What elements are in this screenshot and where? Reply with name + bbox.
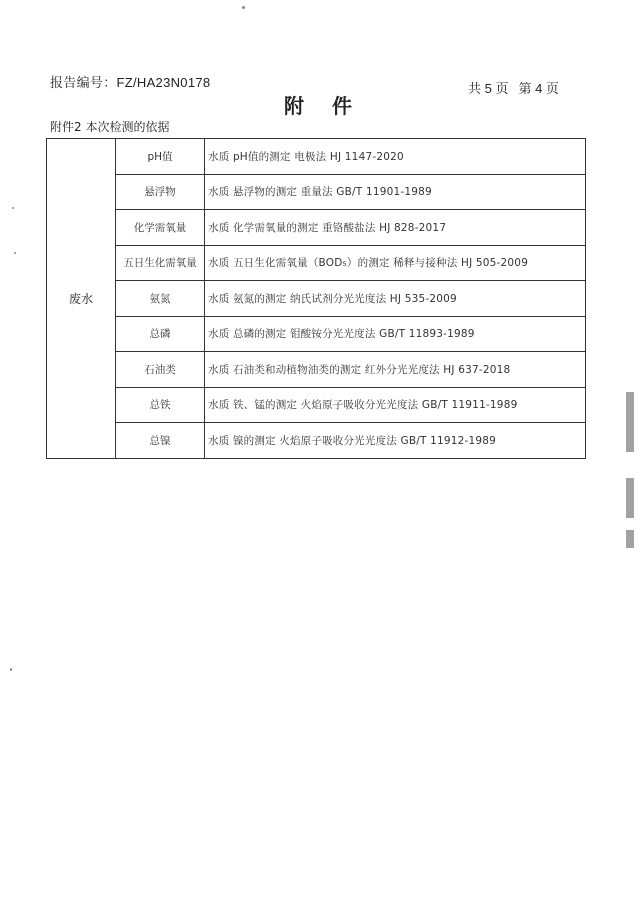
item-cell: 总铁 <box>116 387 205 423</box>
table-row <box>47 210 586 246</box>
table-row <box>47 281 586 317</box>
total-pages: 共 5 页 <box>468 81 509 96</box>
table-row <box>47 316 586 352</box>
method-cell: 水质 氨氮的测定 纳氏试剂分光光度法 HJ 535-2009 <box>205 281 586 317</box>
testing-basis-table <box>46 138 586 459</box>
item-cell: 氨氮 <box>116 281 205 317</box>
scan-edge-mark <box>626 530 634 548</box>
item-cell: pH值 <box>116 139 205 175</box>
table-row <box>47 352 586 388</box>
item-cell: 总磷 <box>116 316 205 352</box>
method-cell: 水质 总磷的测定 钼酸铵分光光度法 GB/T 11893-1989 <box>205 316 586 352</box>
item-cell: 总镍 <box>116 423 205 459</box>
item-cell: 化学需氧量 <box>116 210 205 246</box>
page-title: 附件 <box>284 94 380 118</box>
method-cell: 水质 五日生化需氧量（BOD₅）的测定 稀释与接种法 HJ 505-2009 <box>205 245 586 281</box>
method-cell: 水质 石油类和动植物油类的测定 红外分光光度法 HJ 637-2018 <box>205 352 586 388</box>
method-cell: 水质 悬浮物的测定 重量法 GB/T 11901-1989 <box>205 174 586 210</box>
table-row <box>47 139 586 175</box>
method-cell: 水质 化学需氧量的测定 重铬酸盐法 HJ 828-2017 <box>205 210 586 246</box>
scan-edge-mark <box>626 392 634 452</box>
table-row <box>47 423 586 459</box>
method-cell: 水质 pH值的测定 电极法 HJ 1147-2020 <box>205 139 586 175</box>
item-cell: 石油类 <box>116 352 205 388</box>
table-row <box>47 174 586 210</box>
report-number: 报告编号：FZ/HA23N0178 <box>50 75 211 90</box>
scan-edge-mark <box>626 478 634 518</box>
section-title: 附件2 本次检测的依据 <box>50 120 170 134</box>
item-cell: 五日生化需氧量 <box>116 245 205 281</box>
table-row <box>47 245 586 281</box>
method-cell: 水质 铁、锰的测定 火焰原子吸收分光光度法 GB/T 11911-1989 <box>205 387 586 423</box>
current-page: 第 4 页 <box>518 81 559 96</box>
category-cell: 废水 <box>47 139 116 459</box>
method-cell: 水质 镍的测定 火焰原子吸收分光光度法 GB/T 11912-1989 <box>205 423 586 459</box>
item-cell: 悬浮物 <box>116 174 205 210</box>
table-row <box>47 387 586 423</box>
